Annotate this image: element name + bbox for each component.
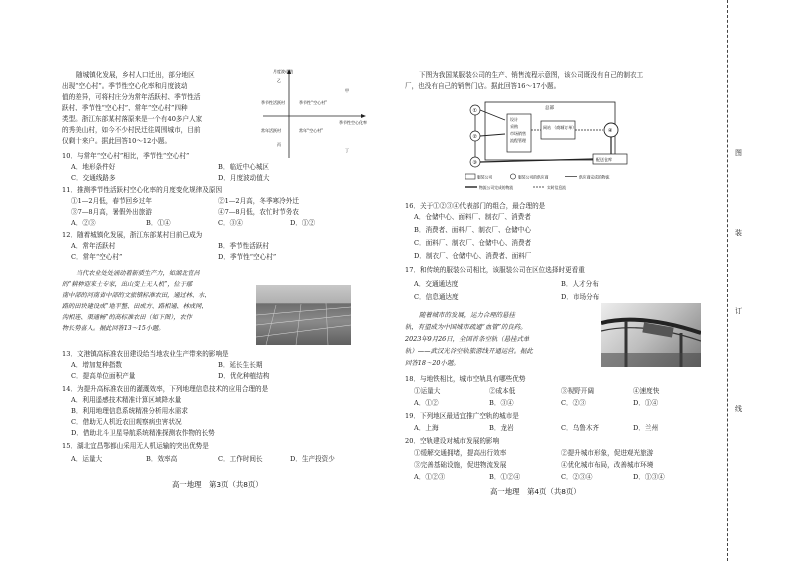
net-label: 网站 （商城订单） xyxy=(543,125,577,130)
statement: ②提升城市形象，促进观光旅游 xyxy=(561,449,654,457)
statement: ③7—8月高，暑假外出旅游 xyxy=(71,208,152,216)
option: A．运量大 xyxy=(71,455,103,463)
option: B．延长生长期 xyxy=(218,361,263,369)
passage-line: 2023年9月26日，全国首条空轨（悬挂式单 xyxy=(405,335,530,343)
option: A．上海 xyxy=(414,424,439,432)
statement: ③视野开阔 xyxy=(561,387,594,395)
passage-line: 物长势喜人。据此回答13～15小题。 xyxy=(62,325,165,332)
option: B．消费者、面料厂、制衣厂、仓储中心 xyxy=(414,226,531,234)
quadrant-label: 常年活跃村 xyxy=(261,128,281,133)
option: C．②③ xyxy=(561,399,586,407)
statement: ①运量大 xyxy=(414,387,441,395)
legend-label: 实时信息流 xyxy=(547,185,566,190)
option: C．面料厂、制衣厂、仓储中心、消费者 xyxy=(414,239,532,247)
question-19-stem: 19．下列地区最适宜推广空轨的城市是 xyxy=(405,412,519,420)
option: C．乌鲁木齐 xyxy=(561,424,600,432)
point-label: 丙 xyxy=(277,142,281,147)
farmland-photo xyxy=(256,285,351,345)
intro-line: 厂，也没有自己的销售门店。据此回答16～17小题。 xyxy=(405,82,561,90)
node-label: ① xyxy=(472,108,477,114)
legend-label: 服装公司 xyxy=(477,174,493,180)
passage-line: 轨，有望成为中国城市疏通“血管”的良药。 xyxy=(405,323,527,331)
option: A．①② xyxy=(414,399,439,407)
question-17-stem: 17．和传统的服装公司相比，该服装公司在区位选择时更看重 xyxy=(405,266,585,274)
intro-line: 随城镇化发展，乡村人口迁出，部分地区 xyxy=(76,71,195,79)
hq-label: 总部 xyxy=(545,106,554,111)
statement: ①缓解交通拥堵，提高出行效率 xyxy=(414,449,507,457)
option: C．工作时间长 xyxy=(218,455,263,463)
option: A．常年活跃村 xyxy=(71,242,116,250)
binding-char: 装 xyxy=(735,229,742,237)
option: C．信息通达度 xyxy=(414,293,459,301)
monorail-photo xyxy=(601,303,701,367)
question-16-stem: 16．关于①②③④代表部门的组合，最合理的是 xyxy=(405,202,546,210)
binding-char: 订 xyxy=(735,307,742,315)
legend-label: 物流公司完成的物流 xyxy=(479,185,514,190)
option: B．临近中心城区 xyxy=(218,163,270,171)
village-type-diagram xyxy=(259,66,369,164)
passage-line: 回答18～20小题。 xyxy=(405,359,460,367)
option: D．借助北斗卫星导航系统精准探测农作物的长势 xyxy=(71,429,215,437)
intro-line: 下图为我国某服装公司的生产、销售流程示意图，该公司既没有自己的制衣工 xyxy=(419,71,644,79)
binding-char: 图 xyxy=(735,149,742,157)
question-20-stem: 20．空轨建设对城市发展的影响 xyxy=(405,437,500,445)
passage-line: 沟相连、渠通畅”的高标准农田（如下图），农作 xyxy=(62,314,192,321)
option: B．①④ xyxy=(146,219,171,227)
question-11-stem: 11．推测季节性活跃村空心化率的月度变化规律及原因 xyxy=(62,186,223,194)
statement: ④优化城市布局，改善城市环境 xyxy=(561,461,654,469)
option: C．提高单位面积产量 xyxy=(71,372,136,380)
box-label: 采购 xyxy=(510,124,518,129)
question-12-stem: 12．随着城镇化发展，浙江东部某村目前已成为 xyxy=(62,231,203,239)
y-axis-label: 月度波动值 xyxy=(273,69,293,74)
box-label: 设计 xyxy=(510,117,518,122)
option: D．月度波动值大 xyxy=(218,174,270,182)
x-axis-label: 季节性空心化率 xyxy=(339,120,367,125)
option: B．①②④ xyxy=(489,473,521,481)
intro-line: 的秀美山村，如今不少村民迁往周围城市，目前 xyxy=(62,126,201,134)
intro-line: 仅剩十来户。据此回答10～12小题。 xyxy=(62,137,172,145)
option: D．季节性“空心村” xyxy=(218,253,277,261)
option: D．①③④ xyxy=(633,473,665,481)
page-footer: 高一地理 第3页（共8页） xyxy=(172,480,263,489)
box-label: 市场销售 xyxy=(510,131,526,136)
option: A．增加复种指数 xyxy=(71,361,122,369)
statement: ①1—2月低，春节回乡过年 xyxy=(71,197,152,205)
intro-line: 出现“空心村”。季节性空心化率和月度波动 xyxy=(62,82,188,90)
quadrant-label: 季节性“空心村” xyxy=(299,100,328,105)
legend-label: 服装公司的供应商 xyxy=(518,174,549,180)
option: A．交通通达度 xyxy=(414,280,459,288)
option: A．②③ xyxy=(71,219,96,227)
question-18-stem: 18．与地铁相比，城市空轨具有哪些优势 xyxy=(405,375,526,383)
option: D．①② xyxy=(290,219,316,227)
question-10-stem: 10．与常年“空心村”相比，季节性“空心村” xyxy=(62,152,190,160)
legend-label: 供应商完成的物流 xyxy=(579,174,610,180)
option: C．②③④ xyxy=(561,473,593,481)
store-label: 配送仓库 xyxy=(596,157,612,162)
point-label: 甲 xyxy=(345,88,349,93)
binding-char: 线 xyxy=(735,405,742,413)
point-label: 乙 xyxy=(277,78,281,83)
option: B．季节性活跃村 xyxy=(218,242,270,250)
option: B．人才分布 xyxy=(561,280,599,288)
option: D．①④ xyxy=(633,399,659,407)
option: D．市场分布 xyxy=(561,293,600,301)
node-label: ③ xyxy=(472,160,477,166)
statement: ④7—8月低，农忙时节务农 xyxy=(218,208,299,216)
statement: ②1—2月高，冬季寒冷外迁 xyxy=(218,197,299,205)
option: C．③④ xyxy=(218,219,243,227)
option: D．生产投资少 xyxy=(290,455,335,463)
option: A．利用遥感技术精准计算区域降水量 xyxy=(71,396,182,404)
intro-line: 跃村、季节性“空心村”、常年“空心村”四种 xyxy=(62,104,188,112)
option: C．借助无人机近农田观察病虫害状况 xyxy=(71,418,182,426)
node-label: ④ xyxy=(608,128,613,134)
passage-line: 南中部的河南省中部的文旅镇标准农田，通过林、水、 xyxy=(62,292,211,299)
option: B．龙岩 xyxy=(489,424,514,432)
statement: ②成本低 xyxy=(489,387,516,395)
option: D．兰州 xyxy=(633,424,659,432)
quadrant-label: 常年“空心村” xyxy=(299,128,324,133)
option: C．交通线路多 xyxy=(71,174,116,182)
option: A．地形条件好 xyxy=(71,163,116,171)
option: A．①②③ xyxy=(414,473,446,481)
passage-line: 当代农业处处涌动着新质生产力，如湖北宜昌 xyxy=(76,270,200,277)
question-14-stem: 14．为提升高标准农田的灌溉效率，下列地理信息技术的应用合理的是 xyxy=(62,385,269,393)
option: B．效率高 xyxy=(146,455,178,463)
statement: ③完善基础设施，促进物流发展 xyxy=(414,461,507,469)
point-label: 丁 xyxy=(345,148,349,153)
binding-line xyxy=(727,0,729,561)
passage-line: 路的田块建设成“地平整、田成方、路相通、林成网、 xyxy=(62,303,208,310)
page-footer: 高一地理 第4页（共8页） xyxy=(490,487,581,496)
passage-line: 的“耕种迎来土专家，出山变上无人机”，位于鄢 xyxy=(62,281,193,288)
option: C．常年“空心村” xyxy=(71,253,123,261)
passage-line: 轨）——武汉光谷空轨旅游线开通运营。据此 xyxy=(405,347,533,355)
intro-line: 值的差异，可将村庄分为常年活跃村、季节性活 xyxy=(62,93,201,101)
option: D．制衣厂、仓储中心、消费者、面料厂 xyxy=(414,252,532,260)
supply-chain-diagram xyxy=(465,96,643,194)
quadrant-label: 季节性活跃村 xyxy=(261,100,285,105)
option: A．仓储中心、面料厂、制衣厂、消费者 xyxy=(414,213,531,221)
option: D．优化种植结构 xyxy=(218,372,270,380)
option: B．利用地理信息系统精准分析用水需求 xyxy=(71,407,188,415)
box-label: 流程管理 xyxy=(510,138,526,143)
question-13-stem: 13．文港镇高标准农田建设给当地农业生产带来的影响是 xyxy=(62,350,229,358)
statement: ④速度快 xyxy=(633,387,660,395)
option: B．③④ xyxy=(489,399,514,407)
node-label: ② xyxy=(472,134,477,140)
passage-line: 随着城市的发展，运力合理的悬挂 xyxy=(419,311,515,319)
question-15-stem: 15．湖北宜昌鄂都山采用无人机运输的突出优势是 xyxy=(62,442,209,450)
intro-line: 类型。浙江东部某村落原来是一个有40多户人家 xyxy=(62,115,203,123)
